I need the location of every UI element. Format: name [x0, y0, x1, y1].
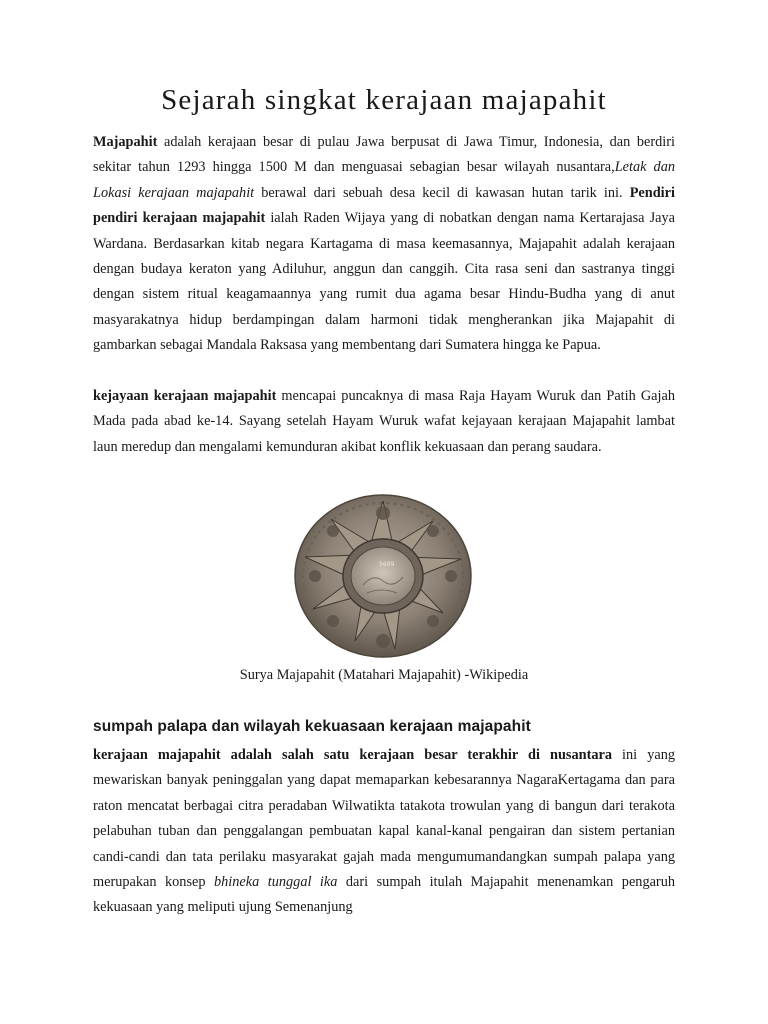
paragraph-text: mencapai puncaknya di masa Raja Hayam Wuruk dan Patih Gajah Mada pada abad ke-14. Sayang setelah Hayam Wuruk wafat kejayaan kerajaan Majapahit lambat laun meredup dan mengalami kemunduran akibat konflik kekuasaan dan perang saudara.	[93, 388, 675, 455]
paragraph-text: berawal dari sebuah desa kecil di kawasan hutan tarik ini.	[254, 184, 630, 201]
paragraph-text: ini yang mewariskan banyak peninggalan yang dapat memaparkan kebesarannya NagaraKertagama dan para raton mencatat berbagai citra peradaban Wilwatikta tatakota trowulan yang di bangun dari terakota pelabuhan tuban dan penggalangan pembuatan kapal kanal-kanal pengairan dan sistem pertanian candi-candi dan tata perilaku masyarakat gajah mada mengumumandangkan sumpah palapa yang merupakan konsep	[93, 747, 675, 891]
document-title: Sejarah singkat kerajaan majapahit	[161, 84, 607, 116]
paragraph-text: adalah kerajaan besar di pulau Jawa berpusat di Jawa Timur, Indonesia, dan berdiri sekitar tahun 1293 hingga 1500 M dan menguasai sebagian besar wilayah nusantara,	[93, 134, 675, 176]
bold-term-pendiri: Pendiri pendiri kerajaan majapahit	[93, 184, 675, 227]
italic-phrase: Letak dan Lokasi kerajaan majapahit	[93, 159, 675, 201]
bold-term-kerajaan: kerajaan majapahit adalah salah satu kerajaan besar terakhir di nusantara	[93, 747, 612, 763]
surya-majapahit-relief-icon	[293, 493, 473, 659]
section-heading: sumpah palapa dan wilayah kekuasaan kerajaan majapahit	[93, 718, 531, 735]
bold-term-kejayaan: kejayaan kerajaan majapahit	[93, 388, 277, 404]
svg-text:5609: 5609	[379, 561, 395, 568]
paragraph-sumpah-palapa	[93, 743, 675, 921]
paragraph-text: dari sumpah itulah Majapahit menenamkan pengaruh kekuasaan yang meliputi ujung Semenanjung	[93, 874, 675, 916]
figure-caption: Surya Majapahit (Matahari Majapahit) -Wikipedia	[239, 667, 529, 683]
paragraph-text: ialah Raden Wijaya yang di nobatkan dengan nama Kertarajasa Jaya Wardana. Berdasarkan kitab negara Kartagama di masa keemasannya, Majapahit adalah kerajaan dengan budaya keraton yang Adiluhur, anggun dan canggih. Cita rasa seni dan sastranya tinggi dengan sistem ritual keagamaannya yang rumit dua agama besar Hindu-Budha yang di anut masyarakatnya hidup berdampingan dalam harmoni tidak mengherankan jika Majapahit di gambarkan sebagai Mandala Raksasa yang membentang dari Sumatera hingga ke Papua.	[93, 210, 675, 354]
surya-majapahit-image	[293, 493, 473, 659]
bold-term-majapahit: Majapahit	[93, 134, 158, 150]
paragraph-kejayaan	[93, 384, 675, 460]
italic-phrase: bhineka tunggal ika	[214, 874, 338, 891]
paragraph-majapahit-intro	[93, 130, 675, 359]
